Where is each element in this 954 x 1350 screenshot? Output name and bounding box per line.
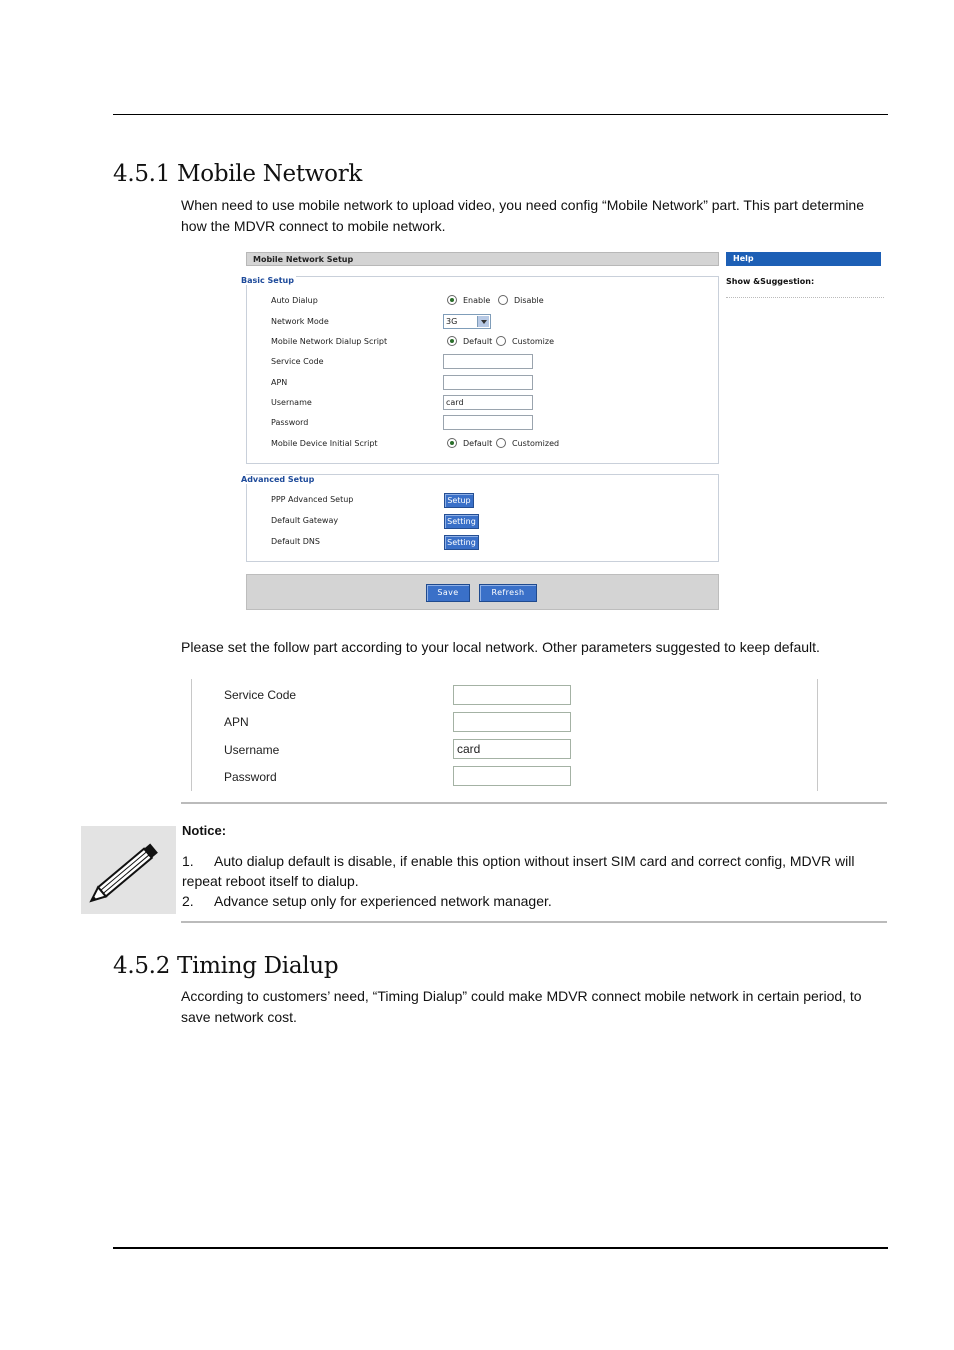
- username-input[interactable]: card: [443, 395, 533, 410]
- zoom-apn-input[interactable]: [453, 712, 571, 732]
- service-code-input[interactable]: [443, 354, 533, 369]
- advanced-setup-label: Advanced Setup: [241, 475, 315, 484]
- initial-script-customized-radio[interactable]: [496, 438, 506, 448]
- auto-dialup-enable-text: Enable: [463, 296, 491, 305]
- notice-item-2-number: 2.: [182, 893, 194, 909]
- notice-item-1-text: Auto dialup default is disable, if enable this option without insert SIM card and correct config, MDVR will repeat reboot itself to dialup.: [182, 853, 855, 889]
- gateway-setting-button[interactable]: Setting: [444, 514, 479, 529]
- initial-script-default-text: Default: [463, 439, 493, 448]
- zoom-service-code-label: Service Code: [224, 688, 297, 702]
- local-network-paragraph: Please set the follow part according to your local network. Other parameters suggested to keep default.: [181, 639, 820, 655]
- save-button[interactable]: Save: [426, 584, 470, 602]
- timing-dialup-intro: According to customers’ need, “Timing Dialup” could make MDVR connect mobile network in certain period, to save network cost.: [181, 988, 862, 1025]
- default-gateway-label: Default Gateway: [271, 516, 339, 525]
- section-heading-timing-dialup: 4.5.2 Timing Dialup: [113, 953, 339, 979]
- initial-script-default-radio[interactable]: [447, 438, 457, 448]
- default-dns-label: Default DNS: [271, 537, 320, 546]
- ppp-advanced-label: PPP Advanced Setup: [271, 495, 354, 504]
- service-code-label: Service Code: [271, 357, 324, 366]
- dialup-script-customize-text: Customize: [512, 337, 554, 346]
- zoom-right-border: [817, 679, 818, 791]
- apn-label: APN: [271, 378, 288, 387]
- help-title: Help: [733, 254, 754, 263]
- zoom-apn-label: APN: [224, 715, 249, 729]
- notice-bottom-rule: [181, 921, 887, 923]
- zoom-left-border: [191, 679, 192, 791]
- network-fields-zoom-screenshot: [191, 679, 819, 791]
- notice-item-2-text: Advance setup only for experienced network manager.: [214, 893, 552, 909]
- setup-title-bar: [246, 252, 719, 266]
- auto-dialup-label: Auto Dialup: [271, 296, 318, 305]
- pencil-icon: [81, 826, 176, 914]
- auto-dialup-disable-text: Disable: [514, 296, 544, 305]
- zoom-password-label: Password: [224, 770, 277, 784]
- auto-dialup-enable-radio[interactable]: [447, 295, 457, 305]
- notice-top-rule: [181, 802, 887, 804]
- chevron-down-icon[interactable]: [477, 316, 489, 327]
- section-heading-mobile-network: 4.5.1 Mobile Network: [113, 161, 363, 187]
- mobile-network-setup-screenshot: [240, 248, 885, 610]
- help-divider: [726, 297, 884, 298]
- zoom-service-code-input[interactable]: [453, 685, 571, 705]
- apn-input[interactable]: [443, 375, 533, 390]
- zoom-username-label: Username: [224, 743, 280, 757]
- network-mode-select[interactable]: [443, 314, 491, 329]
- help-text: Show &Suggestion:: [726, 277, 815, 286]
- zoom-password-input[interactable]: [453, 766, 571, 786]
- initial-script-customized-text: Customized: [512, 439, 560, 448]
- dialup-script-default-radio[interactable]: [447, 336, 457, 346]
- section-intro: When need to use mobile network to upload video, you need config “Mobile Network” part. This part determine how the MDVR connect to mobile network.: [181, 197, 864, 234]
- dialup-script-default-text: Default: [463, 337, 493, 346]
- help-bar: [726, 252, 881, 266]
- notice-title: Notice:: [182, 823, 227, 838]
- notice-item-1-number: 1.: [182, 853, 194, 869]
- dns-setting-button[interactable]: Setting: [444, 535, 479, 550]
- username-label: Username: [271, 398, 312, 407]
- ppp-setup-button[interactable]: Setup: [444, 493, 474, 508]
- zoom-username-input[interactable]: card: [453, 739, 571, 759]
- network-mode-value: 3G: [446, 317, 458, 326]
- setup-title: Mobile Network Setup: [253, 255, 354, 264]
- password-label: Password: [271, 418, 309, 427]
- initial-script-label: Mobile Device Initial Script: [271, 439, 378, 448]
- header-rule: [113, 114, 888, 115]
- network-mode-label: Network Mode: [271, 317, 329, 326]
- password-input[interactable]: [443, 415, 533, 430]
- dialup-script-label: Mobile Network Dialup Script: [271, 337, 388, 346]
- dialup-script-customize-radio[interactable]: [496, 336, 506, 346]
- notice-item-2: [182, 891, 882, 911]
- basic-setup-label: Basic Setup: [241, 276, 294, 285]
- notice-item-1: [182, 851, 882, 891]
- footer-rule: [113, 1247, 888, 1249]
- setup-footer: [246, 574, 719, 610]
- auto-dialup-disable-radio[interactable]: [498, 295, 508, 305]
- refresh-button[interactable]: Refresh: [479, 584, 537, 602]
